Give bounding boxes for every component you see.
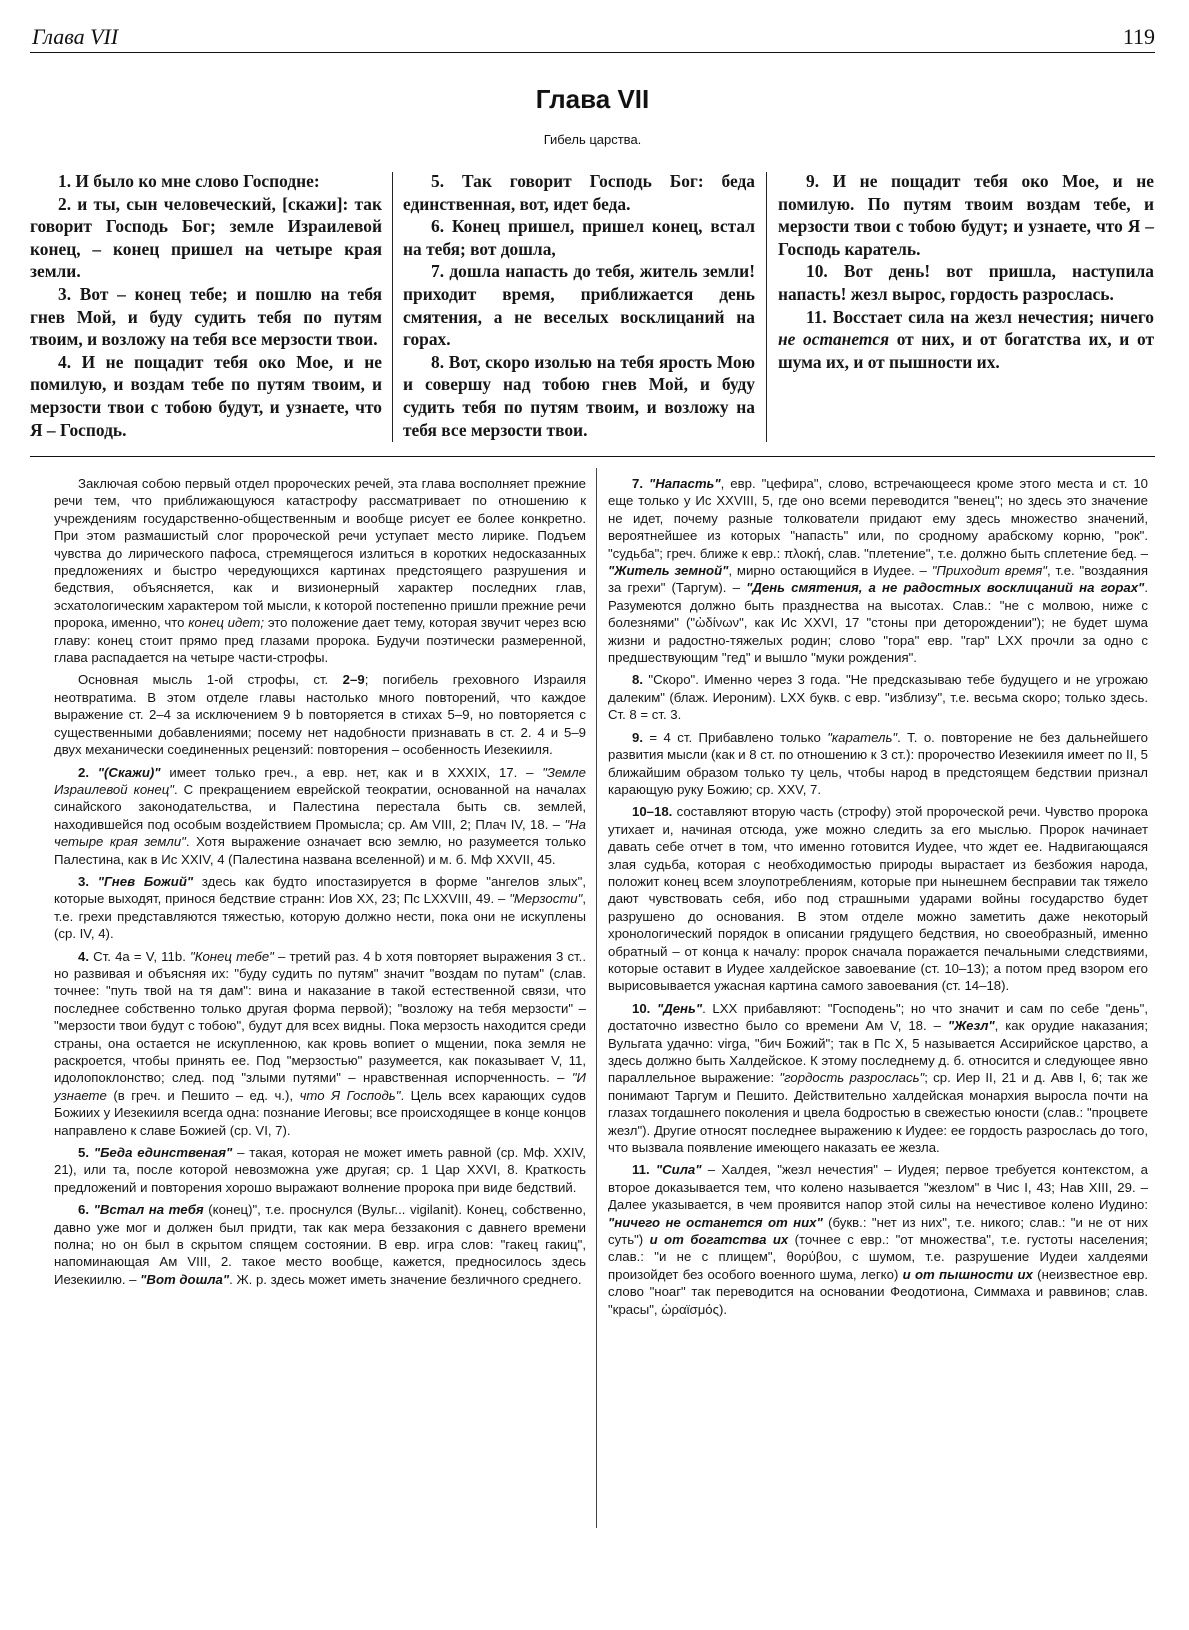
commentary-paragraph: 11. "Сила" – Халдея, "жезл нечестия" – Иудея; первое требуется контекстом, а второе доказывается тем, что колено называется "жезлом" в Чис I, 43; Нав XIII, 29. – Далее указывается, в чем проявится напор этой силы на нечестивое колено Иудино: "ничего не останется от них" (букв.: "нет из них", т.е. никого; слав.: "и не от них суть") и от богатства их (точнее с евр.: "от множества", т.е. густоты населения; слав.: "и не с плищем", θορύβου, с шумом, т.е. разрушение Иудеи халдеями произойдет без особого военного шума, легко) и от пышности их (неизвестное евр. слово "ноаг" так переводится на основании Феодотиона, Симмаха и раввинов; слав. "красы", ὡραϊσμός). (608, 1162, 1149, 1317)
scripture-verses (30, 170, 1155, 460)
commentary-paragraph: 6. "Встал на тебя (конец)", т.е. проснулся (Вульг... vigilanit). Конец, собственно, давно уже мог и должен был придти, так как мера беззакония с давнего времени полна; но он был в скрытом спящем состоянии. В евр. игра слов: "гакец гакиц", напоминающая Ам VIII, 2. такое место вообще, кажется, предносилось здесь Иезекиилю. – "Вот дошла". Ж. р. здесь может иметь значение безличного среднего. (54, 1202, 586, 1287)
verse-3: 3. Вот – конец тебе; и пошлю на тебя гнев Мой, и буду судить тебя по путям твоим, и возложу на тебя все мерзости твои. (30, 283, 382, 350)
verse-1: 1. И было ко мне слово Господне: (58, 171, 320, 191)
commentary-paragraph: 10–18. составляют вторую часть (строфу) этой пророческой речи. Чувство пророка утихает и, начиная отсюда, уже можно следить за его мыслью. Пророк начинает давать себе отчет в том, что именно готовится Иудее, что ждет ее. Надвигающаяся злая судьба, которая с необходимостью природы вырастает из безбожия народа, положит конец всем злоупотреблениям, которые при нынешнем бесправии так тяжело дают чувствовать себя, ибо под страшными ударами войны государство будет разрушено до основания. В этом отделе можно заметить даже некоторый хронологический порядок в описании грядущего бедствия, но своеобразный, именно обратный – от конца к началу: пророк сначала поражается печальными следствиями, которые оставит в Иудее халдейское завоевание (ст. 10–13); а потом пред взором его вырисовывается ужасная картина самого завоевания (ст. 14–18). (608, 804, 1148, 994)
commentary-paragraph: 7. "Напасть", евр. "цефира", слово, встречающееся кроме этого места и ст. 10 еще только у Ис XXVIII, 5, где оно всеми переводится "венец"; но здесь это значение не идет, почему разные толкователи придают ему здесь множество значений, вероятнейшее из которых "напасть" или, по сродному арабскому корню, "рок". "судьба"; греч. ближе к евр.: πλοκή, слав. "плетение", т.е. должно быть сплетение бед. – "Житель земной", мирно остающийся в Иудее. – "Приходит время", т.е. "воздаяния за грехи" (Таргум). – "День смятения, а не радостных восклицаний на горах". Разумеются должно быть празднества на высотах. Слав.: "не с молвою, ниже с болезнями" ("ὠδίνων", как Ис XXVI, 17 "стоны при деторождении"); не будет шума жизни и радостно-тяжелых родин; слово "гора" евр. "гар" LXX прочли за одно с предшествующим "гед" и вышло "муки рождения". (608, 476, 1148, 666)
commentary-paragraph: 4. Ст. 4а = V, 11b. "Конец тебе" – третий раз. 4 b хотя повторяет выражения 3 ст.. но развивая и объясняя их: "буду судить по путям" значит "воздам по путам" (слав. точнее: "путь твой на тя дам": вина и наказание в такой естественной связи, что последнее собственно только другая форма первой); "возложу на тебя мерзости" – "мерзости твои будут с тобою", будут для всех видны. Пока мерзость находится среди страны, она остается не искупленною, как кровь вопиет о мщении, пока земля не раскроется, чтобы принять ее. Под "мерзостью" разумеется, как показывает V, 11, идолопоклонство; след. под "злыми путями" – нравственная испорченность. – "И узнаете (в греч. и Пешито – ед. ч.), что Я Господь". Цель всех карающих судов Божиих у Иезекииля всегда одна: познание Иеговы; все происходящее в конце концов направлено к славе Божией (ср. VI, 7). (54, 948, 586, 1138)
verse-8: 8. Вот, скоро изолью на тебя ярость Мою и совершу над тобою гнев Мой, и буду судить тебя по путям твоим, и возложу на тебя все мерзости твои. (403, 351, 755, 440)
commentary-left-column (54, 475, 586, 1620)
commentary-paragraph: 3. "Гнев Божий" здесь как будто ипостазируется в форме "ангелов злых", которые выходят, принося бедствие странн: Иов XX, 23; Пс LXXVIII, 49. – "Мерзости", т.е. грехи представляются тяжестью, которую должно нести, пока они не искуплены (ср. IV, 4). (54, 873, 586, 942)
running-head-chapter: Глава VII (32, 24, 119, 49)
commentary-right-column (608, 475, 1148, 1620)
column-divider (596, 468, 597, 1528)
running-head (30, 18, 1155, 53)
section-rule (30, 456, 1155, 457)
verse-10: 10. Вот день! вот пришла, наступила напасть! жезл вырос, гордость разрослась. (778, 261, 1154, 304)
commentary-paragraph: Заключая собою первый отдел пророческих речей, эта глава восполняет прежние речи тем, что приближающуюся катастрофу рассматривает по отношению к учреждениям государственно-общественным и вообще рисует ее более конкретно. При этом размашистый слог пророческой речи уступает место лирике. Подъем чувства до лирического пафоса, стремящегося излиться в коротких недосказанных предложениях и быстро чередующихся картинах предстоящего разрушения и бедствия, объясняется, как и визионерный характер последних глав, эсхатологическим характером той мысли, к которой постепенно пришли прежние речи пророка, именно, что конец идет; это положение дает тему, которая звучит через всю главу: конец стоит прямо пред глазами пророка. Будучи поэтически размеренной, глава распадается на четыре части-строфы. (54, 476, 586, 666)
verse-5: 5. Так говорит Господь Бог: беда единственная, вот, идет беда. (403, 171, 755, 214)
commentary-paragraph: 2. "(Скажи)" имеет только греч., а евр. нет, как и в XXXIX, 17. – "Земле Израилевой конец". С прекращением еврейской теократии, основанной на началах синайского законодательства, и Палестина перестала быть св. землей, находившейся под особым воздействием Промысла; ср. Ам VIII, 2; Плач IV, 18. – "На четыре края земли". Хотя выражение означает всю землю, но разумеется только Палестина, как в Ис XXIV, 4 (Палестина названа вселенной) и м. б. Мф XXVII, 45. (54, 764, 586, 867)
chapter-title: Глава VII (535, 84, 650, 114)
chapter-subtitle: Гибель царства. (543, 132, 642, 147)
verse-column-1 (30, 170, 382, 450)
verse-column-3 (778, 170, 1154, 450)
verse-2: 2. и ты, сын человеческий, [скажи]: так говорит Господь Бог; земле Израилевой конец, – конец пришел на четыре края земли. (30, 193, 382, 282)
column-divider (392, 172, 393, 442)
commentary-paragraph: Основная мысль 1-ой строфы, ст. 2–9; погибель греховного Израиля неотвратима. В этом отделе главы настолько много повторений, что каждое выражение ст. 2–4 за исключением 9 b повторяется в стихах 5–9, но повторяется с существенными добавлениями; посему нет надобности признавать в ст. 2. 4 и 5–9 двух механически соединенных рецензий: повторения – особенность Иезекииля. (54, 672, 587, 758)
page (30, 0, 1155, 1630)
commentary-paragraph: 5. "Беда единственая" – такая, которая не может иметь равной (ср. Мф. XXIV, 21), или та, после которой невозможна уже другая; ср. 1 Цар XXVI, 8. Краткость предложений и повторения хорошо выражают волнение пророка при виде бедствий. (54, 1145, 586, 1195)
column-divider (766, 172, 767, 442)
verse-9: 9. И не пощадит тебя око Мое, и не помилую. По путям твоим воздам тебе, и мерзости твои с тобою будут; и узнаете, что Я – Господь каратель. (778, 171, 1154, 259)
verse-6: 6. Конец пришел, пришел конец, встал на тебя; вот дошла, (403, 216, 755, 259)
commentary-paragraph: 8. "Скоро". Именно через 3 года. "Не предсказываю тебе будущего и не угрожаю далеким" (блаж. Иероним). LXX букв. с евр. "изблизу", т.е. весьма скоро; только здесь. Ст. 8 = ст. 3. (608, 672, 1149, 723)
commentary-paragraph: 10. "День". LXX прибавляют: "Господень"; но что значит и сам по себе "день", достаточно известно было со времени Ам V, 18. – "Жезл", как орудие наказания; Вульгата удачно: virga, "бич Божий"; так в Пс X, 5 называется Ассирийское царство, а здесь должно быть Халдейское. К этому последнему д. б. относится и следующее явно параллельное выражение: "гордость разрослась"; ср. Иер II, 21 и д. Авв I, 6; так же понимают Таргум и Пешито. Действительно халдейская монархия выросла почти на глазах тогдашнего поколения и цвела бодростью в свежестью юности (слав.: "процвете жезл"). Другие относят последнее выражению к Иудее: ее гордость разрослась до того, что вызвала появление имеющего наказать ее жезла. (608, 1000, 1149, 1156)
page-number: 119 (1122, 24, 1155, 49)
commentary-paragraph: 9. = 4 ст. Прибавлено только "каратель". Т. о. повторение не без дальнейшего развития мысли (как и 8 ст. по отношению к 3 ст.): пророчество Иезекииля имеет по II, 5 ближайшим образом только ту цель, чтобы народ в предстоящем бедствии признал карающую руку Божию; ср. XXV, 7. (608, 729, 1148, 797)
verse-column-2 (403, 170, 755, 450)
verse-7: 7. дошла напасть до тебя, житель земли! приходит время, приближается день смятения, а не веселых восклицаний на горах. (403, 261, 755, 350)
verse-4: 4. И не пощадит тебя око Мое, и не помилую, и воздам тебе по путям твоим, и мерзости твои с тобою будут, и узнаете, что Я – Господь. (30, 351, 382, 440)
verse-11: 11. Восстает сила на жезл нечестия; ничего не останется от них, и от богатства их, и от шума их, и от пышности их. (778, 306, 1154, 372)
